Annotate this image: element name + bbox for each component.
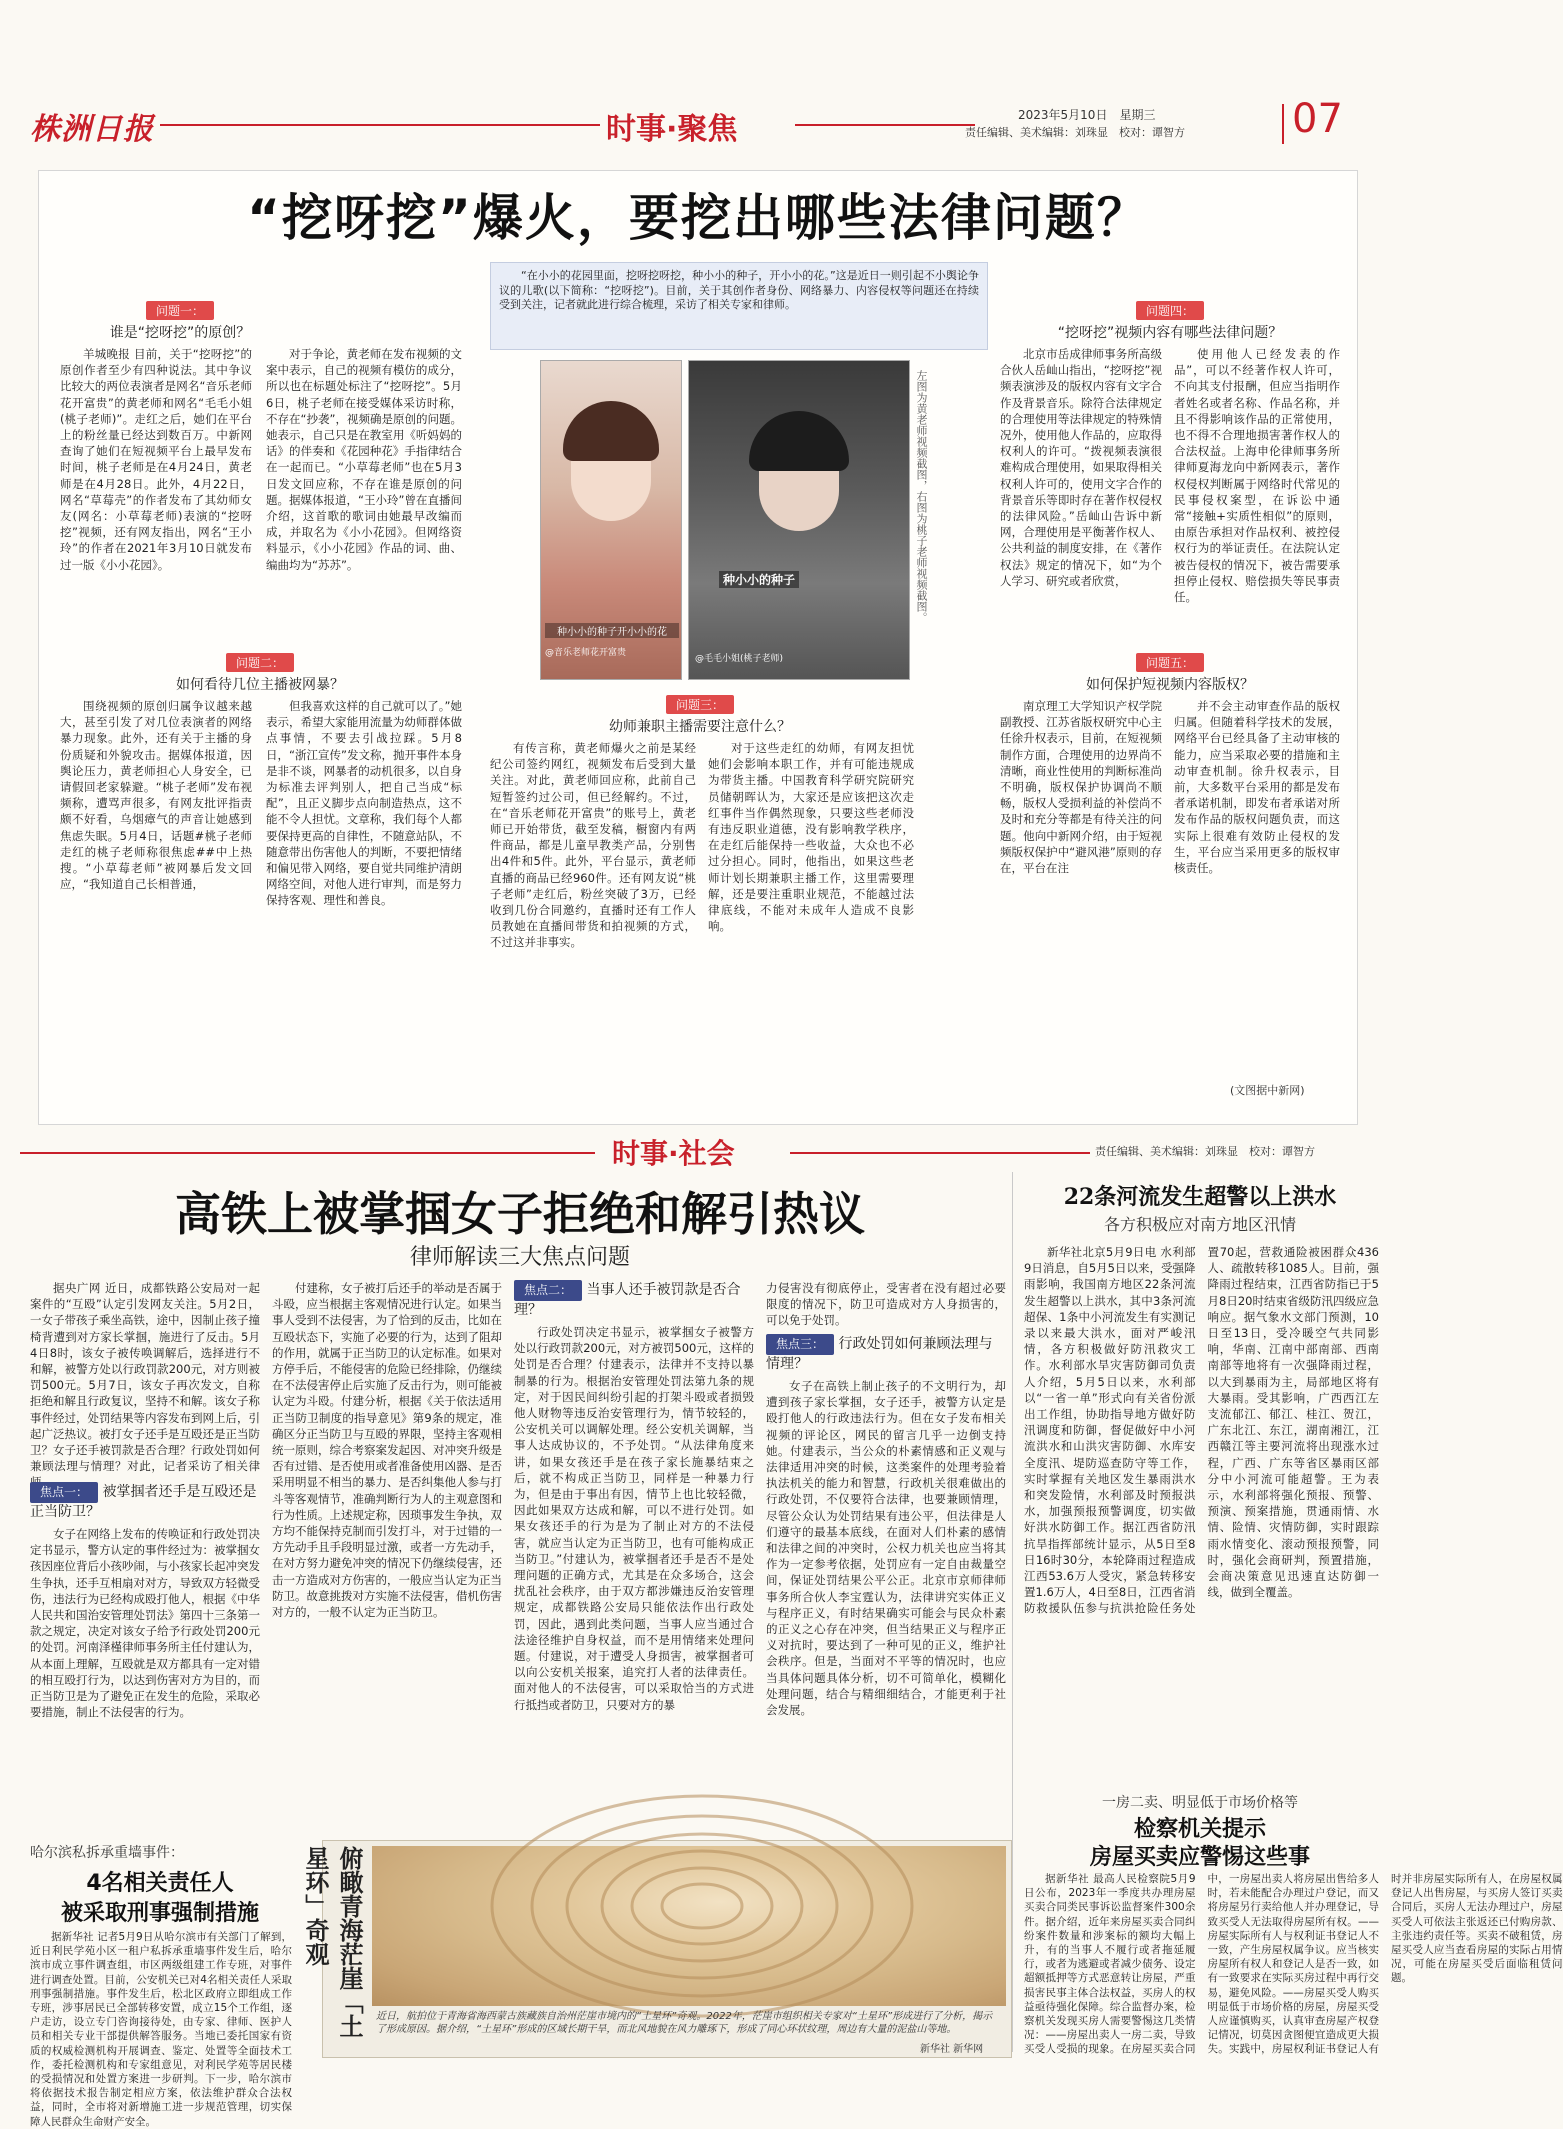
q1-badge: 问题一： — [146, 301, 214, 320]
story2-col4b: 女子在高铁上制止孩子的不文明行为，却遭到孩子家长掌掴，女子还手，被警方认定是殴打他人的行政违法行为。但在女子发布相关视频的评论区，网民的留言几乎一边倒支持她。付建表示，当公众的朴素情感和正义观与法律适用冲突的时候，这类案件的处理考验着执法机关的能力和智慧，行政机关很难做出的行政处罚，不仅要符合法律，也要兼顾情理，尽管公众认为处罚结果有违公平，但法律是人们遵守的最基本底线，在面对人们朴素的感情和法律之间的冲突时，公权力机关也应当将其作为一定参考依据，处罚应有一定自由裁量空间，保证处罚结果公平公正。北京市京师律师事务所合伙人李宝霆认为，法律讲究实体正义与程序正义，有时结果确实可能会与民众朴素的正义之心存在冲突，但当结果正义与程序正义对抗时，要达到了一种可见的正义，维护社会秩序。但是，当面对不平等的情况时，也应当具体问题具体分析，切不可简单化，模糊化处理问题，结合与精细细结合，才能更利于社会发展。 — [766, 1379, 1006, 1718]
story2-col4: 力侵害没有彻底停止，受害者在没有超过必要限度的情况下，防卫可造成对方人身损害的，可以免于处罚。 — [766, 1281, 1006, 1328]
focus1-heading — [30, 1482, 260, 1522]
story5-text: 据新华社 记者5月9日从哈尔滨市有关部门了解到，近日利民学苑小区一租户私拆承重墙事件发生后，哈尔滨市成立事件调查组，市区两级组建工作专班，对事件进行调查处置。目前，公安机关已对4名相关责任人采取刑事强制措施。事件发生后，松北区政府立即组成工作专班，涉事居民已全部转移安置，成立15个工作组，逐户走访，设立专门咨询接待处，由专家、律师、医护人员和相关专业干部提供解答服务。当地已委托国家有资质的权威检测机构开展调查、鉴定、处置等全面技术工作，委托检测机构和专家组意见，对利民学苑等居民楼的受损情况和处置方案进一步研判。下一步，哈尔滨市将依据技术报告制定相应方案，依法维护群众合法权益，同时，全市将对新增施工进一步规范管理，切实保障人民群众生命财产安全。 — [30, 1931, 292, 2128]
story1-headline: “挖呀挖”爆火，要挖出哪些法律问题？ — [247, 189, 1149, 247]
page-divider — [1282, 104, 1284, 144]
focus3-heading — [766, 1334, 1006, 1374]
q4-col1: 北京市岳成律师事务所高级合伙人岳屾山指出，“挖呀挖”视频表演涉及的版权内容有文字合作及背景音乐。除符合法律规定的合理使用等法律规定的特殊情况外，使用他人作品的，应取得权利人的许可。“拨视频表演很难构成合理使用，如果取得相关权利人许可的，使用文字合作的背景音乐等即时存在著作权侵权的法律风险。”岳屾山告诉中新网，合理使用是平衡著作权人、公共利益的制度安排，在《著作权法》规定的情况下，如“为个人学习、研究或者欣赏， — [1000, 347, 1162, 588]
q2-heading — [60, 652, 460, 694]
story4-text: 据新华社 最高人民检察院5月9日公布，2023年一季度共办理房屋买卖合同类民事诉讼监督案件300余件。据介绍，近年来房屋买卖合同纠纷案件数量和涉案标的额均大幅上升，有的当事人不履行或者拖延履行，或者为逃避或者减少债务、设定超额抵押等方式恶意转让房屋，严重损害民事主体合法权益，买房人的权益亟待强化保障。综合监督办案，检察机关发现买房人需要警惕这几类情况：——房屋出卖人一房二卖，导致买受人受损的现象。在房屋买卖合同中，一房屋出卖人将房屋出售给多人时，若未能配合办理过户登记，而又将房屋另行卖给他人并办理登记，导致买受人无法取得房屋所有权。——房屋实际所有人与权利证书登记人不一致，产生房屋权属争议。应当核实房屋所有权人和登记人是否一致，如有一致要求在实际买房过程中再行交易，避免风险。——房屋买受人购买明显低于市场价格的房屋，房屋买受人应谨慎购买，认真审查房屋产权登记情况，切莫因贪图便宜造成更大损失。实践中，房屋权利证书登记人有时并非房屋实际所有人，在房屋权属登记人出售房屋，与买房人签订买卖合同后，买房人无法办理过户，房屋买受人可依法主张返还已付购房款、主张违约责任等。买卖不破租赁，房屋买受人应当查看房屋的实际占用情况，可能在房屋买受后面临租赁问题。 — [1024, 1873, 1563, 2056]
q2-col2: 但我喜欢这样的自己就可以了。”她表示，希望大家能用流量为幼师群体做点事情，不要去引战拉踩。5月8日，“浙江宣传”发文称，抛开事件本身是非不谈，网暴者的动机很多，以自身为标准去评判别人，把自己当成“标配”，且正义脚步点向制造热点，这不能不令人担忧。文章称，我们每个人都要保持更高的自律性，不随意站队，不随意带出伤害他人的判断，不要把情绪和偏见带入网络，要自觉共同维护清朗网络空间，对他人进行审判，而是努力保持客观、理性和善良。 — [266, 699, 462, 908]
focus2-heading — [514, 1280, 754, 1320]
section-title-top: 时事·聚焦 — [606, 112, 738, 147]
q1-heading — [60, 300, 300, 342]
photo-feature-title: 俯瞰青海茫崖「土星环」奇观 — [301, 1846, 363, 2038]
section-title-society: 时事·社会 — [612, 1137, 735, 1170]
newspaper-logo: 株洲日报 — [30, 112, 154, 147]
story5-kicker: 哈尔滨私拆承重墙事件： — [30, 1845, 184, 1861]
q5-col1: 南京理工大学知识产权学院副教授、江苏省版权研究中心主任徐升权表示，目前，在短视频制作方面，合理使用的边界尚不清晰，商业性使用的判断标准尚不明确，版权保护协调尚不顺畅，版权人受损利益的补偿尚不及时和充分等都是有待关注的问题。他向中新网介绍，由于短视频版权保护中“避风港”原则的存在，平台在注 — [1000, 699, 1162, 876]
q5-col2: 并不会主动审查作品的版权归属。但随着科学技术的发展，网络平台已经具备了主动审核的能力，应当采取必要的措施和主动审查机制。徐升权表示，目前，大多数平台采用的都是发布者承诺机制，即发布者承诺对所发布作品的版权问题负责，而这实际上很难有效防止侵权的发生，平台应当采用更多的版权审核责任。 — [1174, 699, 1340, 876]
story2-col2: 付建称，女子被打后还手的举动是否属于斗殴，应当根据主客观情况进行认定。如果当事人受到不法侵害，为了恰到的反击，比如在互殴状态下，实施了必要的行为，达到了阻却的作用，就属于正当防卫的认定标准。如果对方停手后，不能侵害的危险已经排除，仍继续在不法侵害停止后实施了反击行为，则可能被认定为斗殴。付建分析，根据《关于依法适用正当防卫制度的指导意见》第9条的规定，准确区分正当防卫与互殴的界限，坚持主客观相统一原则，综合考察案发起因、对冲突升级是否有过错、是否使用或者准备使用凶器、是否采用明显不相当的暴力、是否纠集他人参与打斗等客观情节，准确判断行为人的主观意图和行为性质。上述规定称，因琐事发生争执，双方均不能保持克制而引发打斗，对于过错的一方先动手且手段明显过激，或者一方先动手，在对方努力避免冲突的情况下仍继续侵害，还击一方造成对方伤害的，一般应当认定为正当防卫。故意挑拨对方实施不法侵害，借机伤害对方的，一般不认定为正当防卫。 — [272, 1281, 502, 1620]
q4-badge: 问题四： — [1136, 301, 1204, 320]
q4-col2: 使用他人已经发表的作品”，可以不经著作权人许可，不向其支付报酬，但应当指明作者姓名或者名称、作品名称，并且不得影响该作品的正常使用，也不得不合理地损害著作权人的合法权益。上海申伦律师事务所律师夏海龙向中新网表示，著作权侵权判断属于网络时代常见的民事侵权案型，在诉讼中通常“接触+实质性相似”的原则，由原告承担对作品权利、被控侵权行为的举证责任。在法院认定被告侵权的情况下，被告需要承担停止侵权、赔偿损失等民事责任。 — [1174, 347, 1340, 605]
q5-source: (文图据中新网) — [1230, 1084, 1305, 1097]
q2-col1: 围绕视频的原创归属争议越来越大，甚至引发了对几位表演者的网络暴力现象。此外，还有关于主播的身份质疑和外貌攻击。据媒体报道，因舆论压力，黄老师担心人身安全，已请假回老家躲避。“桃子老师”发布视频称，遭骂声很多，有网友批评指责颇不好看，乌烟瘴气的声音让她感到焦虑失眠。5月4日，话题#桃子老师走红的桃子老师称很焦虑##中上热搜。“小草莓老师”被网暴后发文回应，“我知道自己长相普通， — [60, 699, 252, 892]
photo-left-subtitle: 种小小的种子开小小的花 — [545, 623, 679, 638]
masthead — [0, 0, 1393, 150]
photo-feature-image — [372, 1846, 1006, 2006]
photo-caption: 左图为黄老师视频截图，右图为桃子老师视频截图。 — [915, 370, 928, 623]
story2-col1: 据央广网 近日，成都铁路公安局对一起案件的“互殴”认定引发网友关注。5月2日，一女子带孩子乘坐高铁，途中，因制止孩子撞椅背遭到对方家长掌掴，施进行了反击。5月4日8时，该女子被传唤调解后，选择进行不和解，被警方处以行政罚款200元，对方则被罚500元。5月7日，该女子再次发文，自称拒绝和解且行政复议，坚持不和解。该女子称事件经过，处罚结果等内容发布到网上后，引起广泛热议。被打女子还手是互殴还是正当防卫？女子还手被罚款是否合理？行政处罚如何兼顾法理与情理？对此，记者采访了相关律 — [30, 1281, 260, 1474]
story5-headline-2: 被采取刑事强制措施 — [60, 1901, 259, 1926]
section2-editors: 责任编辑、美术编辑：刘珠显 校对：谭智方 — [1095, 1145, 1315, 1158]
lead-text: “在小小的花园里面，挖呀挖呀挖，种小小的种子，开小小的花。”这是近日一则引起不小舆论争议的儿歌(以下简称：“挖呀挖”)。目前，关于其创作者身份、网络暴力、内容侵权等问题还在持续受到关注，记者就此进行综合梳理，采访了相关专家和律师。 — [499, 269, 979, 311]
focus2-badge: 焦点二： — [514, 1280, 582, 1301]
story3-headline: 22条河流发生超警以上洪水 — [1063, 1184, 1337, 1210]
q3-heading — [490, 694, 910, 736]
q2-title: 如何看待几位主播被网暴？ — [176, 677, 344, 693]
story1-lead — [490, 262, 988, 350]
q1-title: 谁是“挖呀挖”的原创？ — [109, 325, 251, 341]
q3-col2: 对于这些走红的幼师，有网友担忧她们会影响本职工作，并有可能违规成为带货主播。中国教育科学研究院研究员储朝晖认为，大家还是应该把这次走红事件当作偶然现象，只要这些老师没有违反职业道德，没有影响教学秩序，在走红后能保持一些收益，大众也不必过分担心。同时，他指出，如果这些老师计划长期兼职主播工作，这里需要理解，还是要注重职业规范，不能越过法律底线，不能对未成年人造成不良影响。 — [708, 741, 914, 934]
q1-col2: 对于争论，黄老师在发布视频的文案中表示，自己的视频有模仿的成分，所以也在标题处标注了“挖呀挖”。5月6日，桃子老师在接受媒体采访时称，不存在“抄袭”，视频确是原创的问题。她表示，自己只是在教室用《听妈妈的话》的伴奏和《花园种花》手指律结合在一起而已。“小草莓老师”也在5月3日发文回应称，不存在谁是原创的问题。据媒体报道，“王小玲”曾在直播间介绍，这首歌的歌词由她最早改编而成，并取名为《小小花园》。但网络资料显示，《小小花园》作品的词、曲、编曲均为“苏苏”。 — [266, 347, 462, 572]
photo-right-hair — [749, 411, 849, 471]
photo-right-handle: @毛毛小姐(桃子老师) — [695, 654, 784, 664]
story5-headline-1: 4名相关责任人 — [86, 1871, 234, 1896]
photo-right — [688, 360, 910, 680]
photo-feature-credit: 新华社 新华网 — [920, 2044, 984, 2055]
story4-headline-1: 检察机关提示 — [1133, 1817, 1266, 1842]
q5-badge: 问题五： — [1136, 653, 1204, 672]
story2-col1b: 女子在网络上发布的传唤证和行政处罚决定书显示，警方认定的事件经过为：被掌掴女孩因座位背后小孩吵闹，与小孩家长起冲突发生争执，还手互相扇对对方，导致双方轻微受伤，违法行为已经构成殴打他人，根据《中华人民共和国治安管理处罚法》第四十三条第一款之规定，决定对该女子给予行政处罚200元的处罚。河南泽槿律师事务所主任付建认为，从本面上理解，互殴就是双方都具有一定对错的相互殴打行为，以达到伤害对方为目的，而正当防卫是为了避免正在发生的危险，采取必要措施，制止不法侵害的行为。 — [30, 1527, 260, 1720]
story3-text: 新华社北京5月9日电 水利部9日消息，自5月5日以来，受强降雨影响，我国南方地区22条河流发生超警以上洪水，其中3条河流超保、1条中小河流发生有实测记录以来最大洪水，面对严峻汛情，各方积极做好防汛救灾工作。水利部水旱灾害防御司负责人介绍，5月5日以来，水利部以“一省一单”形式向有关省份派出工作组，协助指导地方做好防汛调度和防御，督促做好中小河流洪水和山洪灾害防御、水库安全度汛、堤防巡查防守等工作，实时掌握有关地区发生暴雨洪水和突发险情，水利部及时预报洪水，加强预报预警调度，切实做好洪水防御工作。据江西省防汛抗旱指挥部统计显示，从5日至8日16时30分，本轮降雨过程造成江西53.6万人受灾，紧急转移安置1.6万人，4日至8日，江西省消防救援队伍参与抗洪抢险任务处置70起，营救通险被困群众436人、疏散转移1085人。目前，强降雨过程结束，江西省防指已于5月8日20时结束省级防汛四级应急响应。据气象水文部门预测，10日至13日，受冷暖空气共同影响，华南、江南中部南部、西南南部等地将有一次强降雨过程，以大到暴雨为主，局部地区将有大暴雨。受其影响，广西西江左支流郁江、郁江、桂江、贺江，广东北江、东江，湖南湘江，江西赣江等主要河流将出现涨水过程，广西、广东等省区暴雨区部分中小河流可能超警。王为表示，水利部将强化预报、预警、预演、预案措施，贯通雨情、水情、险情、灾情防御，实时跟踪雨水情变化、滚动预报预警，同时，强化会商研判，预置措施，会商决策意见迅速直达防御一线，做到全覆盖。 — [1024, 1245, 1379, 1616]
focus3-title: 行政处罚如何兼顾法理与情理？ — [766, 1336, 993, 1372]
q4-title: “挖呀挖”视频内容有哪些法律问题？ — [1057, 325, 1283, 341]
story3-subhead: 各方积极应对南方地区汛情 — [1103, 1215, 1296, 1234]
photo-right-subtitle: 种小小的种子 — [719, 571, 799, 588]
saturn-ring-rings-icon — [372, 1846, 1006, 2006]
story4-headline-2: 房屋买卖应警惕这些事 — [1089, 1845, 1310, 1870]
story2-col3: 行政处罚决定书显示，被掌掴女子被警方处以行政罚款200元，对方被罚500元，这样的处罚是否合理？付建表示，法律并不支持以暴制暴的行为。根据治安管理处罚法第九条的规定，对于因民间纠纷引起的打架斗殴或者损毁他人财物等违反治安管理行为，情节较轻的，公安机关可以调解处理。经公安机关调解，当事人达成协议的，不予处罚。“从法律角度来讲，如果女孩还手是在孩子家长施暴结束之后，就不构成正当防卫，同样是一种暴力行为，但是由于事出有因，情节上也比较轻微，因此如果双方达成和解，可以不进行处罚。如果女孩还手的行为是为了制止对方的不法侵害，就应当认定为正当防卫，也有可能构成正当防卫。”付建认为，被掌掴者还手是否不是处理问题的正确方式，尤其是在众多场合，这会扰乱社会秩序，由于双方都涉嫌违反治安管理规定，成都铁路公安局只能依法作出行政处罚，因此，遇到此类问题，当事人应当通过合法途径维护自身权益，而不是用情绪来处理问题。付建说，对于遭受人身损害，被掌掴者可以向公安机关报案，追究打人者的法律责任。面对他人的不法侵害，可以采取恰当的方式进行抵挡或者防卫，只要对方的暴 — [514, 1325, 754, 1712]
focus3-badge: 焦点三： — [766, 1334, 834, 1355]
photo-feature-caption: 近日，航拍位于青海省海西蒙古族藏族自治州茫崖市境内的“土星环”奇观。2022年，茫崖市组织相关专家对“土星环”形成进行了分析，揭示了形成原因。据介绍，“土星环”形成的区域长期干旱，而北风地貌在风力雕琢下，形成了同心环状纹理，周边有大量的泥盐山等地。 — [376, 2011, 993, 2035]
q3-badge: 问题三： — [666, 695, 734, 714]
page-number: 07 — [1292, 96, 1343, 142]
q3-title: 幼师兼职主播需要注意什么？ — [609, 719, 791, 735]
photo-left — [540, 360, 682, 680]
focus1-badge: 焦点一： — [30, 1482, 98, 1503]
story4-kicker: 一房二卖、明显低于市场价格等 — [1102, 1795, 1298, 1811]
focus1-title: 被掌掴者还手是互殴还是正当防卫？ — [30, 1484, 257, 1520]
page-editors: 责任编辑、美术编辑：刘珠显 校对：谭智方 — [965, 126, 1185, 139]
story2-headline: 高铁上被掌掴女子拒绝和解引热议 — [175, 1187, 865, 1241]
q5-heading — [1000, 652, 1340, 694]
issue-date: 2023年5月10日 星期三 — [1018, 108, 1156, 122]
q3-col1: 有传言称，黄老师爆火之前是某经纪公司签约网红，视频发布后受到大量关注。对此，黄老师回应称，此前自己短暂签约过公司，但已经解约。不过，在“音乐老师花开富贵”的账号上，黄老师已开始带货，截至发稿，橱窗内有两件商品，都是儿童早教类产品，分别售出4件和5件。此外，平台显示，黄老师直播的商品已经960件。还有网友说“桃子老师”走红后，粉丝突破了3万，已经收到几份合同邀约，直播时还有工作人员教她在直播间带货和拍视频的方式，不过这并非事实。 — [490, 741, 696, 950]
q5-title: 如何保护短视频内容版权？ — [1086, 677, 1254, 693]
q2-badge: 问题二： — [226, 653, 294, 672]
story2-subhead: 律师解读三大焦点问题 — [409, 1245, 630, 1270]
focus2-title: 当事人还手被罚款是否合理？ — [514, 1282, 741, 1318]
photo-left-handle: @音乐老师花开富贵 — [545, 648, 627, 658]
q4-heading — [1000, 300, 1340, 342]
photo-left-hair — [563, 401, 659, 461]
q1-col1: 羊城晚报 目前，关于“挖呀挖”的原创作者至少有四种说法。其中争议比较大的两位表演者是网名“音乐老师花开富贵”的黄老师和网名“毛毛小姐(桃子老师)”。走红之后，她们在平台上的粉丝量已经达到数百万。中新网查询了她们在短视频平台上最早发布时间，桃子老师是在4月24日，黄老师是在4月28日。此外，4月22日，网名“草莓壳”的作者发布了其幼师女友(网名：小草莓老师)表演的“挖呀挖”视频，还有网友指出，网名“王小玲”的作者在2021年3月10日就发布过一版《小小花园》。 — [60, 347, 252, 572]
